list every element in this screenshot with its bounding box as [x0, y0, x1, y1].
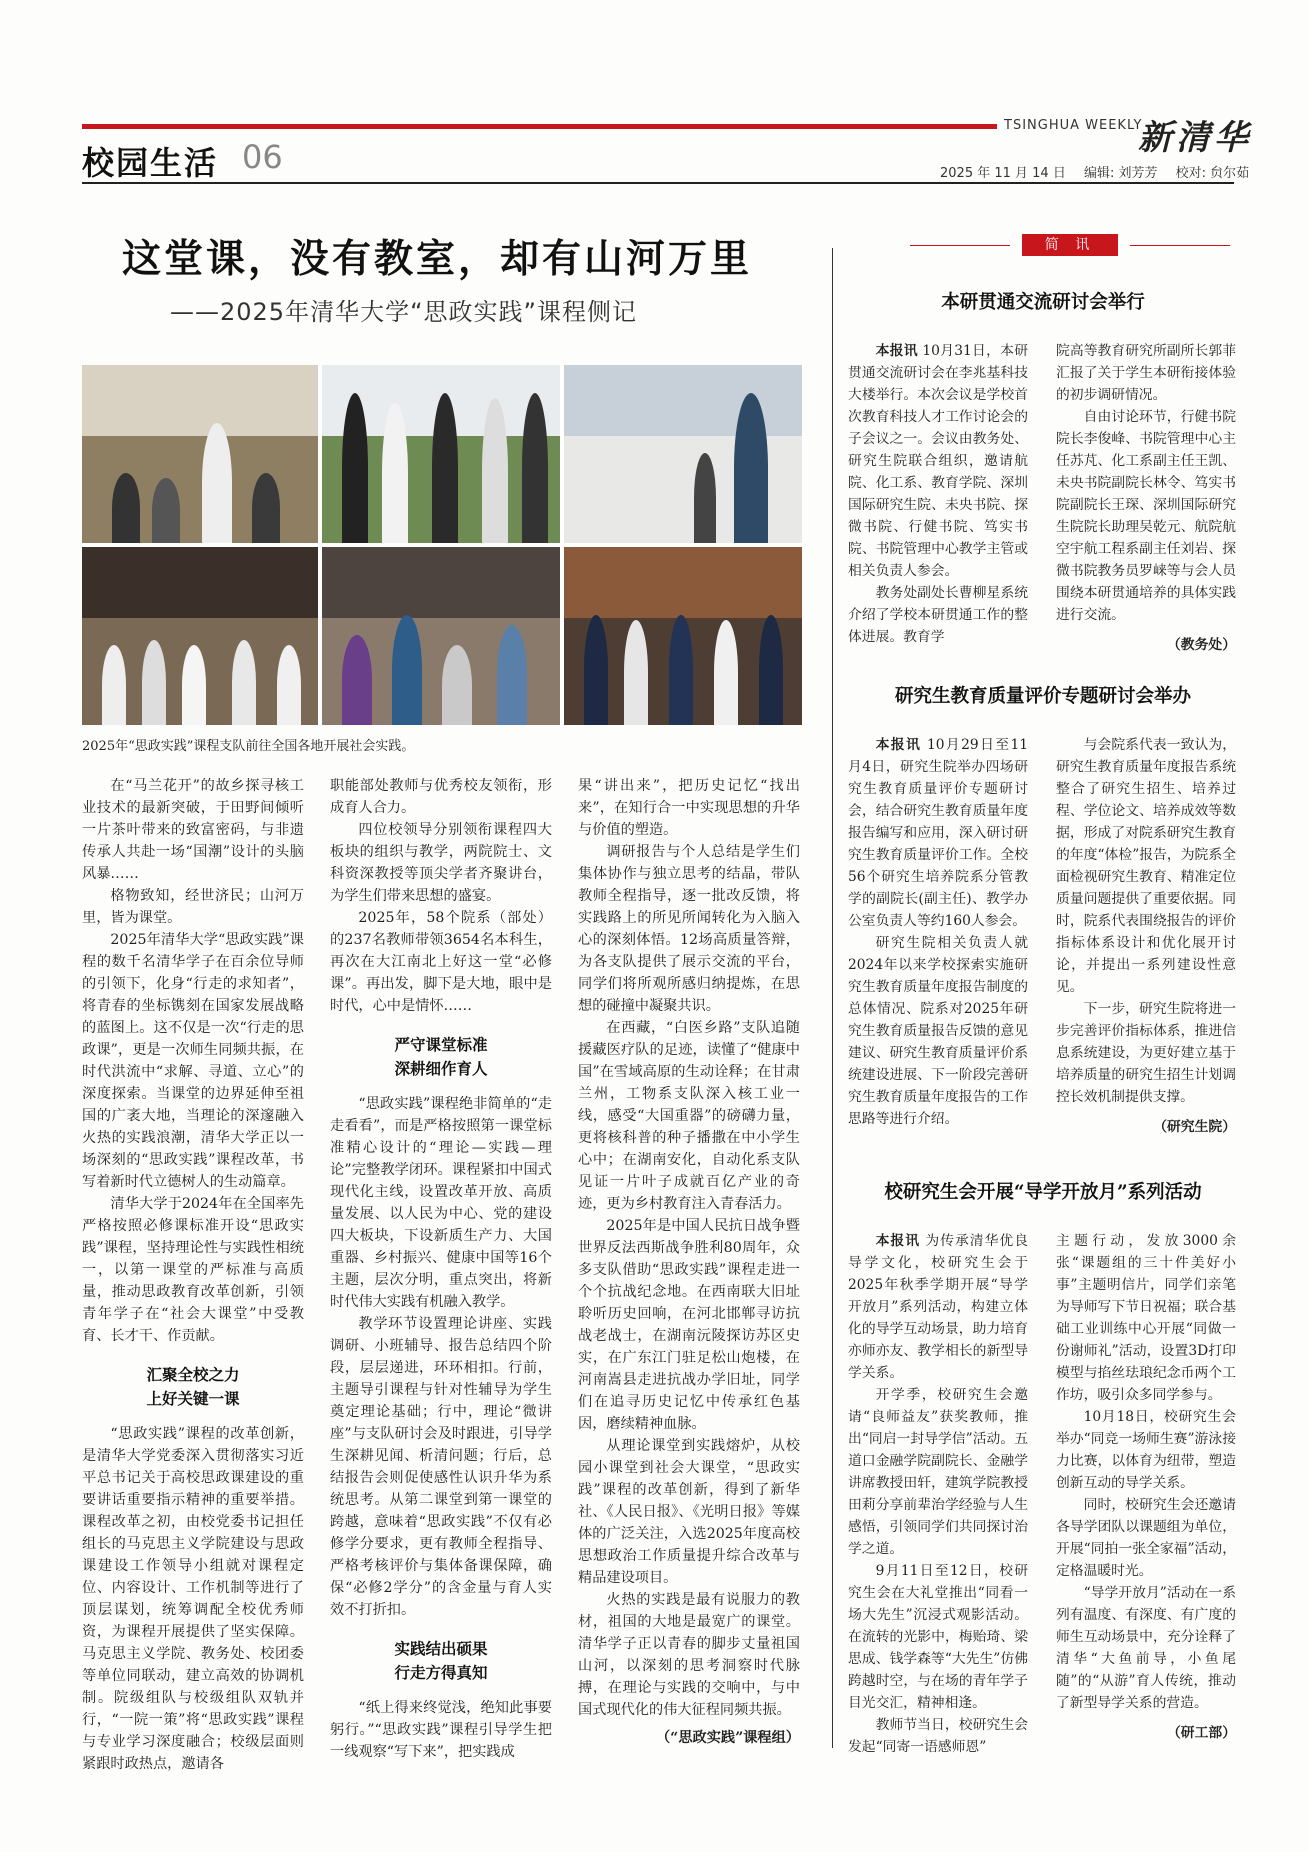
paragraph: 四位校领导分别领衔课程四大板块的组织与教学，两院院士、文科资深教授等顶尖学者齐聚讲台，为学生们带来思想的盛宴。: [330, 822, 552, 904]
paragraph: 院高等教育研究所副所长郭菲汇报了关于学生本研衔接体验的初步调研情况。: [1056, 343, 1236, 403]
news-2-right: [1056, 734, 1236, 1138]
red-rule: [82, 124, 997, 129]
photo-museum-hall: [564, 547, 802, 725]
news-credit-3: （研工部）: [1167, 1725, 1236, 1741]
paragraph: 火热的实践是最有说服力的教材，祖国的大地是最宽广的课堂。清华学子正以青春的脚步丈量祖国山河，以深刻的思考洞察时代脉搏，在理论与实践的交响中，与中国式现代化的伟大征程同频共振。: [578, 1592, 800, 1718]
paragraph: 10月18日，校研究生会举办“同竞一场师生赛”游泳接力比赛，以体育为纽带，塑造创新互动的导学关系。: [1056, 1409, 1236, 1491]
photo-cave-site: [82, 547, 318, 725]
paragraph: 9月11日至12日，校研究生会在大礼堂推出“同看一场大先生”沉浸式观影活动。在流转的光影中，梅贻琦、梁思成、钱学森等“大先生”仿佛跨越时空，与在场的青年学子目光交汇，精神相逢。: [848, 1563, 1028, 1711]
section-heading-3: 实践结出硕果 行走方得真知: [394, 1639, 488, 1682]
article-column-3: [578, 775, 800, 1749]
paragraph: 教务处副处长曹柳星系统介绍了学校本研贯通工作的整体进展。教育学: [848, 585, 1028, 645]
paragraph: 同时，校研究生会还邀请各导学团队以课题组为单位，开展“同拍一张全家福”活动，定格温暖时光。: [1056, 1497, 1236, 1579]
article-credit: （“思政实践”课程组）: [655, 1730, 800, 1746]
photo-exhibition: [564, 365, 802, 543]
paragraph: 从理论课堂到实践熔炉，从校园小课堂到社会大课堂，“思政实践”课程的改革创新，得到了新华社、《人民日报》、《光明日报》等媒体的广泛关注，入选2025年度高校思想政治工作质量提升综合改革与精品建设项目。: [578, 1438, 800, 1586]
paragraph: “导学开放月”活动在一系列有温度、有深度、有广度的师生互动场景中，充分诠释了清华“大鱼前导，小鱼尾随”的“从游”育人传统，推动了新型导学关系的营造。: [1056, 1585, 1236, 1711]
news-3-left: [848, 1230, 1028, 1758]
section-title: 校园生活: [82, 144, 219, 182]
news-title-3: 校研究生会开展“导学开放月”系列活动: [884, 1182, 1202, 1203]
column-divider: [832, 248, 833, 1748]
news-text: 10月29日至11月4日，研究生院举办四场研究生教育质量评价专题研讨会，结合研究生教育质量年度报告编写和应用，深入研讨研究生教育质量评价工作。全校56个研究生培养院系分管教学的副院长(副主任)、教学办公室负责人等约160人参会。: [848, 737, 1029, 929]
news-lead: 本报讯: [875, 1233, 920, 1249]
news-title-2: 研究生教育质量评价专题研讨会举办: [894, 686, 1191, 707]
paragraph: 职能部处教师与优秀校友领衔，形成育人合力。: [330, 778, 552, 816]
article-column-2: [330, 775, 552, 1763]
news-lead: 本报讯: [875, 737, 922, 753]
paragraph: [848, 340, 1028, 582]
weekly-logo: 新清华: [1138, 118, 1252, 158]
paragraph: 下一步，研究生院将进一步完善评价指标体系，推进信息系统建设，为更好建立基于培养质量的研究生招生计划调控长效机制提供支撑。: [1056, 1001, 1236, 1105]
masthead: [0, 0, 1309, 190]
paragraph: “思政实践”课程绝非简单的“走走看看”，而是严格按照第一课堂标准精心设计的“理论—实践—理论”完整教学闭环。课程紧扣中国式现代化主线，设置改革开放、高质量发展、以人民为中心、党的建设四大板块，下设新质生产力、大国重器、乡村振兴、健康中国等16个主题，层次分明，重点突出，将新时代伟大实践有机融入教学。: [330, 1096, 552, 1310]
paragraph: [848, 1230, 1028, 1384]
paragraph: 清华大学于2024年在全国率先严格按照必修课标准开设“思政实践”课程，坚持理论性与实践性相统一，以第一课堂的严标准与高质量，推动思政教育改革创新，引领青年学子在“社会大课堂”中受教育、长才干、作贡献。: [82, 1196, 304, 1344]
photo-elder-interview: [322, 547, 560, 725]
briefs-label: 简 讯: [1022, 234, 1118, 256]
paragraph: 开学季，校研究生会邀请“良师益友”获奖教师，推出“同启一封导学信”活动。五道口金融学院副院长、金融学讲席教授田轩，建筑学院教授田莉分享前辈治学经验与人生感悟，引领同学们共同探讨治学之道。: [848, 1387, 1028, 1557]
article-subhead: ——2025年清华大学“思政实践”课程侧记: [170, 298, 637, 326]
paragraph: 自由讨论环节，行健书院院长李俊峰、书院管理中心主任苏芃、化工系副主任王凯、未央书院副院长林令、笃实书院副院长王琛、深圳国际研究生院院长助理吴乾元、航院航空宇航工程系副主任刘岩、探微书院教务员罗崃等与会人员围绕本研贯通培养的具体实践进行交流。: [1056, 409, 1236, 623]
editor: 编辑: 刘芳芳: [1083, 166, 1158, 181]
paragraph: 教学环节设置理论讲座、实践调研、小班辅导、报告总结四个阶段，层层递进，环环相扣。行前，主题导引课程与针对性辅导为学生奠定理论基础；行中，理论“微讲座”与支队研讨会及时跟进，引导学生深耕见闻、析清问题；行后，总结报告会则促使感性认识升华为系统思考。从第二课堂到第一课堂的跨越，意味着“思政实践”不仅有必修学分要求，更有教师全程指导、严格考核评价与集体备课保障，确保“必修2学分”的含金量与育人实效不打折扣。: [330, 1316, 552, 1618]
news-text: 为传承清华优良导学文化，校研究生会于2025年秋季学期开展“导学开放月”系列活动，构建立体化的导学互动场景，助力培育亦师亦友、教学相长的新型导学关系。: [848, 1233, 1028, 1381]
news-1-left: [848, 340, 1028, 648]
paragraph: 2025年是中国人民抗日战争暨世界反法西斯战争胜利80周年，众多支队借助“思政实践”课程走进一个个抗战纪念地。在西南联大旧址聆听历史回响，在河北邯郸寻访抗战老战士，在湖南沅陵探访苏区史实，在广东江门驻足松山炮楼，在河南嵩县走进抗战办学旧址，同学们在追寻历史记忆中传承红色基因，磨续精神血脉。: [578, 1218, 800, 1432]
paragraph: 2025年清华大学“思政实践”课程的数千名清华学子在百余位导师的引领下，化身“行走的求知者”，将青春的坐标镌刻在国家发展战略的蓝图上。这不仅是一次“行走的思政课”，更是一次师生同频共振，在时代洪流中“求解、寻道、立心”的深度探索。当课堂的边界延伸至祖国的广袤大地，当理论的深邃融入火热的实践浪潮，清华大学正以一场深刻的“思政实践”课程改革，书写着新时代立德树人的生动篇章。: [82, 932, 304, 1190]
paragraph: 研究生院相关负责人就2024年以来学校探索实施研究生教育质量年度报告制度的总体情况、院系对2025年研究生教育质量报告反馈的意见建议、研究生教育质量评价系统建设进展、下一阶段完善研究生教育质量年度报告的工作思路等进行介绍。: [848, 935, 1028, 1127]
paragraph: 2025年，58个院系（部处）的237名教师带领3654名本科生，再次在大江南北上好这一堂“必修课”。再出发，脚下是大地，眼中是时代，心中是情怀……: [330, 910, 552, 1014]
paragraph: 在西藏，“白医乡路”支队追随援藏医疗队的足迹，读懂了“健康中国”在雪域高原的生动诠释；在甘肃兰州，工物系支队深入核工业一线，感受“大国重器”的磅礴力量，更将核科普的种子播撒在中小学生心中；在湖南安化，自动化系支队见证一片叶子成就百亿产业的奇迹，更为乡村教育注入青春活力。: [578, 1020, 800, 1212]
news-1-right: [1056, 340, 1236, 656]
issue-date: 2025 年 11 月 14 日: [940, 166, 1066, 181]
paragraph: 与会院系代表一致认为，研究生教育质量年度报告系统整合了研究生招生、培养过程、学位论文、培养成效等数据，形成了对院系研究生教育的年度“体检”报告，为院系全面检视研究生教育、精准定位质量问题提供了重要依据。同时，院系代表围绕报告的评价指标体系设计和优化展开讨论，并提出一系列建设性意见。: [1056, 737, 1236, 995]
paragraph: 在“马兰花开”的故乡探寻核工业技术的最新突破，于田野间倾听一片茶叶带来的致富密码，与非遗传承人共赴一场“国潮”设计的头脑风暴……: [82, 778, 304, 882]
news-3-right: [1056, 1230, 1236, 1744]
paragraph: 调研报告与个人总结是学生们集体协作与独立思考的结晶，带队教师全程指导，逐一批改反馈，将实践路上的所见所闻转化为入脑入心的深刻体悟。12场高质量答辩，为各支队提供了展示交流的平台，同学们将所观所感归纳提炼，在思想的碰撞中凝聚共识。: [578, 844, 800, 1014]
article-headline: 这堂课，没有教室，却有山河万里: [121, 236, 752, 282]
paragraph: “思政实践”课程的改革创新，是清华大学党委深入贯彻落实习近平总书记关于高校思政课建设的重要讲话重要指示精神的重要举措。课程改革之初，由校党委书记担任组长的马克思主义学院建设与思政课建设工作领导小组就对课程定位、内容设计、工作机制等进行了顶层谋划，统筹调配全校优秀师资，为课程开展提供了坚实保障。马克思主义学院、教务处、校团委等单位同联动，建立高效的协调机制。院级组队与校级组队双轨并行，“一院一策”将“思政实践”课程与专业学习深度融合；校级层面则紧跟时政热点，邀请各: [82, 1426, 304, 1772]
paragraph: “纸上得来终觉浅，绝知此事要躬行。”“思政实践”课程引导学生把一线观察“写下来”，把实践成: [330, 1700, 552, 1760]
proofreader: 校对: 贠尔茹: [1175, 166, 1250, 181]
news-2-left: [848, 734, 1028, 1130]
photo-collage: [82, 365, 802, 725]
paragraph: 果“讲出来”，把历史记忆“找出来”，在知行合一中实现思想的升华与价值的塑造。: [578, 778, 800, 838]
article-column-1: [82, 775, 304, 1775]
news-title-1: 本研贯通交流研讨会举行: [941, 292, 1145, 313]
page-number: 06: [242, 138, 283, 176]
photo-sand-table: [322, 365, 560, 543]
black-rule: [82, 182, 1234, 184]
photo-caption: 2025年“思政实践”课程支队前往全国各地开展社会实践。: [82, 739, 415, 754]
issue-meta: [940, 162, 1263, 181]
news-lead: 本报讯: [875, 343, 918, 359]
section-heading-1: 汇聚全校之力 上好关键一课: [146, 1365, 240, 1408]
paragraph: 教师节当日，校研究生会发起“同寄一语感师恩”: [848, 1717, 1028, 1755]
paragraph: [848, 734, 1028, 932]
news-text: 10月31日，本研贯通交流研讨会在李兆基科技大楼举行。本次会议是学校首次教育科技人才工作讨论会的子会议之一。会议由教务处、研究生院联合组织，邀请航院、化工系、教育学院、深圳国际研究生院、未央书院、探微书院、行健书院、笃实书院、书院管理中心教学主管或相关负责人参会。: [848, 343, 1028, 579]
news-credit-2: （研究生院）: [1153, 1119, 1236, 1135]
section-heading-2: 严守课堂标准 深耕细作育人: [394, 1035, 488, 1078]
paragraph: 主题行动，发放3000余张“课题组的三十件美好小事”主题明信片，同学们亲笔为导师写下节日祝福；联合基础工业训练中心开展“同做一份谢师礼”活动，设置3D打印模型与掐丝珐琅纪念币两个工作坊，吸引众多同学参与。: [1056, 1233, 1236, 1403]
weekly-name-en: TSINGHUA WEEKLY: [1004, 118, 1143, 133]
news-credit-1: （教务处）: [1167, 637, 1236, 653]
briefs-tag: [910, 234, 1230, 256]
photo-classroom: [82, 365, 318, 543]
paragraph: 格物致知，经世济民；山河万里，皆为课堂。: [82, 888, 304, 926]
